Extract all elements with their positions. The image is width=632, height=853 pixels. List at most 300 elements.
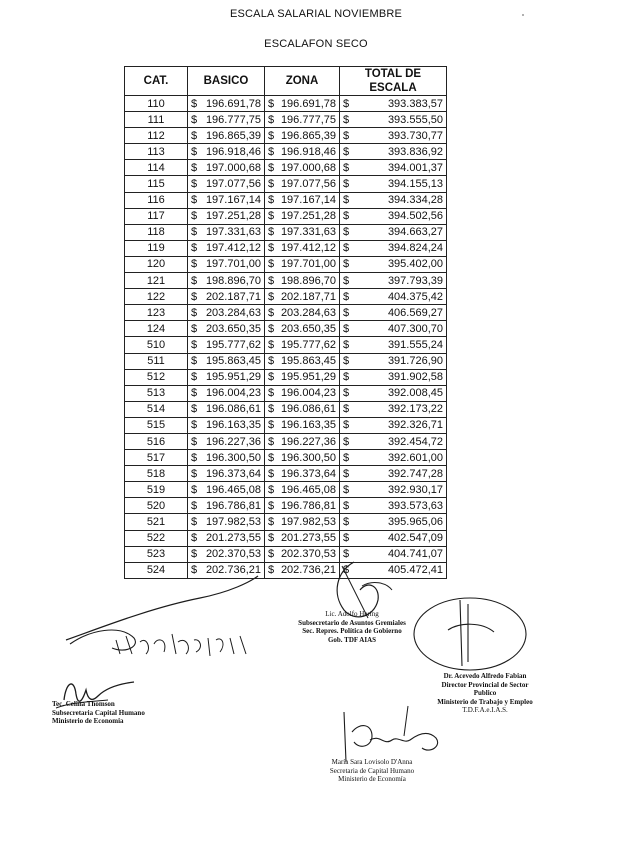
currency-sign: $: [343, 355, 350, 368]
amount-total: 391.726,90: [387, 355, 443, 368]
amount-basico: 203.284,63: [205, 306, 261, 319]
cell-basico: [188, 224, 265, 240]
amount-total: 392.173,22: [387, 403, 443, 416]
amount-basico: 196.300,50: [205, 451, 261, 464]
table-row: [125, 273, 447, 289]
signature-block-acevedo: [430, 672, 540, 715]
table-row: [125, 321, 447, 337]
amount-total: 392.747,28: [387, 467, 443, 480]
amount-total: 394.824,24: [387, 242, 443, 255]
currency-sign: $: [268, 499, 275, 512]
currency-sign: $: [191, 467, 198, 480]
amount-zona: 197.167,14: [280, 194, 336, 207]
currency-sign: $: [191, 548, 198, 561]
cell-total: [340, 450, 447, 466]
amount-zona: 195.777,62: [280, 338, 336, 351]
cell-zona: [265, 144, 340, 160]
amount-basico: 196.163,35: [205, 419, 261, 432]
cell-total: [340, 433, 447, 449]
currency-sign: $: [268, 564, 275, 577]
cell-total: [340, 305, 447, 321]
amount-total: 391.555,24: [387, 338, 443, 351]
amount-zona: 196.004,23: [280, 387, 336, 400]
cell-total: [340, 514, 447, 530]
currency-sign: $: [268, 306, 275, 319]
signature-scribble-left: [60, 568, 270, 678]
cell-total: [340, 289, 447, 305]
cell-basico: [188, 240, 265, 256]
cell-zona: [265, 112, 340, 128]
cell-basico: [188, 433, 265, 449]
amount-total: 393.836,92: [387, 145, 443, 158]
currency-sign: $: [268, 548, 275, 561]
amount-basico: 196.004,23: [205, 387, 261, 400]
currency-sign: $: [191, 274, 198, 287]
cell-cat: 121: [125, 273, 188, 289]
currency-sign: $: [191, 532, 198, 545]
currency-sign: $: [268, 515, 275, 528]
table-row: [125, 208, 447, 224]
table-row: [125, 353, 447, 369]
cell-total: [340, 240, 447, 256]
amount-total: 394.001,37: [387, 161, 443, 174]
currency-sign: $: [268, 258, 275, 271]
cell-basico: [188, 273, 265, 289]
cell-total: [340, 466, 447, 482]
currency-sign: $: [268, 274, 275, 287]
cell-cat: 113: [125, 144, 188, 160]
col-header-basico: BASICO: [188, 67, 265, 96]
currency-sign: $: [343, 548, 350, 561]
cell-basico: [188, 160, 265, 176]
cell-cat: 515: [125, 417, 188, 433]
table-row: [125, 385, 447, 401]
amount-zona: 201.273,55: [280, 532, 336, 545]
amount-basico: 195.863,45: [205, 355, 261, 368]
currency-sign: $: [343, 499, 350, 512]
currency-sign: $: [343, 532, 350, 545]
cell-basico: [188, 498, 265, 514]
cell-zona: [265, 321, 340, 337]
currency-sign: $: [191, 403, 198, 416]
currency-sign: $: [343, 467, 350, 480]
cell-zona: [265, 96, 340, 112]
currency-sign: $: [191, 499, 198, 512]
table-row: [125, 256, 447, 272]
cell-zona: [265, 337, 340, 353]
amount-basico: 202.187,71: [205, 290, 261, 303]
signer-org-gremiales: Gob. TDF AIAS: [327, 635, 377, 644]
cell-total: [340, 176, 447, 192]
currency-sign: $: [191, 226, 198, 239]
cell-zona: [265, 401, 340, 417]
amount-total: 393.383,57: [387, 97, 443, 110]
currency-sign: $: [343, 403, 350, 416]
amount-total: 395.965,06: [387, 515, 443, 528]
col-header-zona: ZONA: [265, 67, 340, 96]
amount-zona: 202.736,21: [280, 564, 336, 577]
cell-total: [340, 144, 447, 160]
currency-sign: $: [268, 387, 275, 400]
cell-zona: [265, 224, 340, 240]
amount-total: 393.730,77: [387, 129, 443, 142]
amount-zona: 203.284,63: [280, 306, 336, 319]
signer-place-acevedo: T.D.F.A.e.I.A.S.: [462, 706, 508, 714]
amount-zona: 196.227,36: [280, 435, 336, 448]
cell-total: [340, 530, 447, 546]
cell-basico: [188, 514, 265, 530]
cell-cat: 124: [125, 321, 188, 337]
currency-sign: $: [268, 451, 275, 464]
cell-basico: [188, 417, 265, 433]
cell-cat: 513: [125, 385, 188, 401]
table-row: [125, 369, 447, 385]
cell-total: [340, 273, 447, 289]
currency-sign: $: [191, 564, 198, 577]
currency-sign: $: [268, 226, 275, 239]
cell-zona: [265, 128, 340, 144]
amount-basico: 197.982,53: [205, 515, 261, 528]
cell-cat: 516: [125, 433, 188, 449]
amount-basico: 195.951,29: [205, 371, 261, 384]
cell-basico: [188, 192, 265, 208]
cell-zona: [265, 305, 340, 321]
cell-zona: [265, 289, 340, 305]
amount-total: 392.008,45: [387, 387, 443, 400]
cell-cat: 114: [125, 160, 188, 176]
table-header-row: [125, 67, 447, 96]
currency-sign: $: [268, 129, 275, 142]
cell-cat: 120: [125, 256, 188, 272]
cell-total: [340, 498, 447, 514]
currency-sign: $: [343, 161, 350, 174]
amount-zona: 196.163,35: [280, 419, 336, 432]
cell-basico: [188, 482, 265, 498]
table-row: [125, 433, 447, 449]
currency-sign: $: [268, 419, 275, 432]
currency-sign: $: [343, 322, 350, 335]
cell-basico: [188, 337, 265, 353]
currency-sign: $: [191, 355, 198, 368]
signature-block-thomson: [52, 700, 145, 726]
signer-org-lovisolo: Ministerio de Economía: [338, 775, 406, 783]
signer-name-gremiales: Lic. Adolfo Hering: [325, 610, 379, 618]
cell-cat: 519: [125, 482, 188, 498]
cell-cat: 111: [125, 112, 188, 128]
amount-zona: 203.650,35: [280, 322, 336, 335]
cell-cat: 118: [125, 224, 188, 240]
currency-sign: $: [191, 435, 198, 448]
amount-basico: 198.896,70: [205, 274, 261, 287]
currency-sign: $: [268, 483, 275, 496]
cell-cat: 110: [125, 96, 188, 112]
currency-sign: $: [191, 306, 198, 319]
currency-sign: $: [191, 210, 198, 223]
cell-cat: 517: [125, 450, 188, 466]
currency-sign: $: [268, 113, 275, 126]
amount-basico: 196.691,78: [205, 97, 261, 110]
currency-sign: $: [343, 129, 350, 142]
currency-sign: $: [343, 145, 350, 158]
amount-total: 404.375,42: [387, 290, 443, 303]
cell-cat: 115: [125, 176, 188, 192]
currency-sign: $: [268, 161, 275, 174]
cell-total: [340, 385, 447, 401]
cell-zona: [265, 450, 340, 466]
signer-role-thomson: Subsecretaria Capital Humano: [52, 708, 145, 717]
amount-zona: 196.300,50: [280, 451, 336, 464]
currency-sign: $: [343, 194, 350, 207]
cell-zona: [265, 433, 340, 449]
cell-basico: [188, 353, 265, 369]
cell-cat: 522: [125, 530, 188, 546]
cell-zona: [265, 385, 340, 401]
amount-basico: 196.227,36: [205, 435, 261, 448]
signature-block-lovisolo: [314, 758, 430, 784]
table-row: [125, 514, 447, 530]
amount-basico: 196.865,39: [205, 129, 261, 142]
amount-zona: 196.691,78: [280, 97, 336, 110]
col-header-total: TOTAL DE ESCALA: [340, 67, 447, 96]
signer-role-acevedo: Director Provincial de Sector Publico: [441, 680, 529, 697]
cell-zona: [265, 273, 340, 289]
currency-sign: $: [343, 371, 350, 384]
salary-table: [124, 66, 447, 579]
amount-zona: 196.865,39: [280, 129, 336, 142]
cell-cat: 511: [125, 353, 188, 369]
cell-zona: [265, 466, 340, 482]
amount-total: 393.555,50: [387, 113, 443, 126]
cell-total: [340, 417, 447, 433]
currency-sign: $: [268, 97, 275, 110]
cell-cat: 119: [125, 240, 188, 256]
signer-org-thomson: Ministerio de Economia: [52, 717, 124, 725]
cell-basico: [188, 256, 265, 272]
cell-basico: [188, 176, 265, 192]
currency-sign: $: [343, 274, 350, 287]
cell-cat: 524: [125, 562, 188, 578]
table-row: [125, 128, 447, 144]
col-header-cat: CAT.: [125, 67, 188, 96]
amount-basico: 195.777,62: [205, 338, 261, 351]
cell-total: [340, 321, 447, 337]
amount-zona: 196.786,81: [280, 499, 336, 512]
currency-sign: $: [191, 290, 198, 303]
signer-org-acevedo: Ministerio de Trabajo y Empleo: [437, 697, 533, 706]
cell-basico: [188, 385, 265, 401]
amount-total: 404.741,07: [387, 548, 443, 561]
cell-total: [340, 112, 447, 128]
currency-sign: $: [343, 419, 350, 432]
amount-zona: 197.701,00: [280, 258, 336, 271]
amount-zona: 196.918,46: [280, 145, 336, 158]
cell-total: [340, 160, 447, 176]
currency-sign: $: [268, 145, 275, 158]
table-row: [125, 498, 447, 514]
table-row: [125, 289, 447, 305]
amount-total: 392.454,72: [387, 435, 443, 448]
cell-total: [340, 96, 447, 112]
cell-cat: 117: [125, 208, 188, 224]
currency-sign: $: [268, 355, 275, 368]
amount-basico: 197.412,12: [205, 242, 261, 255]
currency-sign: $: [343, 113, 350, 126]
cell-zona: [265, 482, 340, 498]
table-row: [125, 144, 447, 160]
cell-basico: [188, 321, 265, 337]
cell-cat: 520: [125, 498, 188, 514]
currency-sign: $: [191, 258, 198, 271]
amount-zona: 197.251,28: [280, 210, 336, 223]
table-row: [125, 160, 447, 176]
amount-total: 392.930,17: [387, 483, 443, 496]
cell-zona: [265, 498, 340, 514]
cell-basico: [188, 450, 265, 466]
amount-zona: 197.000,68: [280, 161, 336, 174]
currency-sign: $: [191, 338, 198, 351]
cell-basico: [188, 144, 265, 160]
amount-zona: 197.077,56: [280, 178, 336, 191]
currency-sign: $: [191, 129, 198, 142]
cell-cat: 112: [125, 128, 188, 144]
cell-total: [340, 192, 447, 208]
currency-sign: $: [268, 435, 275, 448]
cell-basico: [188, 112, 265, 128]
table-row: [125, 417, 447, 433]
amount-total: 397.793,39: [387, 274, 443, 287]
cell-total: [340, 369, 447, 385]
currency-sign: $: [268, 290, 275, 303]
currency-sign: $: [191, 371, 198, 384]
cell-total: [340, 337, 447, 353]
table-row: [125, 176, 447, 192]
currency-sign: $: [191, 322, 198, 335]
signer-role-lovisolo: Secretaria de Capital Humano: [329, 766, 415, 775]
currency-sign: $: [343, 210, 350, 223]
amount-zona: 202.187,71: [280, 290, 336, 303]
amount-total: 406.569,27: [387, 306, 443, 319]
amount-basico: 196.086,61: [205, 403, 261, 416]
signature-acevedo-mark: [408, 590, 538, 680]
amount-zona: 196.465,08: [280, 483, 336, 496]
cell-cat: 523: [125, 546, 188, 562]
table-row: [125, 337, 447, 353]
currency-sign: $: [343, 290, 350, 303]
amount-zona: 196.373,64: [280, 467, 336, 480]
cell-basico: [188, 369, 265, 385]
cell-basico: [188, 546, 265, 562]
cell-cat: 116: [125, 192, 188, 208]
currency-sign: $: [268, 178, 275, 191]
currency-sign: $: [191, 242, 198, 255]
cell-basico: [188, 289, 265, 305]
cell-basico: [188, 530, 265, 546]
cell-cat: 518: [125, 466, 188, 482]
table-row: [125, 112, 447, 128]
currency-sign: $: [343, 435, 350, 448]
amount-basico: 196.918,46: [205, 145, 261, 158]
currency-sign: $: [343, 451, 350, 464]
cell-cat: 510: [125, 337, 188, 353]
currency-sign: $: [268, 322, 275, 335]
table-row: [125, 305, 447, 321]
document-subtitle: ESCALAFON SECO: [264, 38, 368, 50]
currency-sign: $: [343, 483, 350, 496]
cell-cat: 122: [125, 289, 188, 305]
currency-sign: $: [191, 161, 198, 174]
amount-zona: 197.331,63: [280, 226, 336, 239]
table-row: [125, 466, 447, 482]
table-row: [125, 240, 447, 256]
amount-zona: 198.896,70: [280, 274, 336, 287]
currency-sign: $: [191, 483, 198, 496]
table-row: [125, 450, 447, 466]
cell-zona: [265, 192, 340, 208]
signer-name-lovisolo: María Sara Lovisolo D'Anna: [331, 758, 413, 766]
amount-total: 391.902,58: [387, 371, 443, 384]
currency-sign: $: [191, 419, 198, 432]
cell-basico: [188, 128, 265, 144]
cell-total: [340, 401, 447, 417]
table-row: [125, 224, 447, 240]
amount-zona: 202.370,53: [280, 548, 336, 561]
amount-basico: 202.370,53: [205, 548, 261, 561]
amount-total: 392.326,71: [387, 419, 443, 432]
amount-basico: 203.650,35: [205, 322, 261, 335]
cell-total: [340, 128, 447, 144]
table-row: [125, 96, 447, 112]
amount-total: 392.601,00: [387, 451, 443, 464]
amount-basico: 196.777,75: [205, 113, 261, 126]
cell-zona: [265, 176, 340, 192]
amount-zona: 197.982,53: [280, 515, 336, 528]
signer-name-thomson: Tec. Celina Thomson: [52, 700, 115, 708]
table-body: [125, 96, 447, 579]
currency-sign: $: [191, 97, 198, 110]
cell-total: [340, 256, 447, 272]
currency-sign: $: [268, 532, 275, 545]
currency-sign: $: [191, 387, 198, 400]
currency-sign: $: [343, 178, 350, 191]
currency-sign: $: [191, 515, 198, 528]
currency-sign: $: [343, 242, 350, 255]
amount-zona: 196.086,61: [280, 403, 336, 416]
currency-sign: $: [191, 178, 198, 191]
table-row: [125, 530, 447, 546]
amount-zona: 195.951,29: [280, 371, 336, 384]
currency-sign: $: [343, 226, 350, 239]
amount-total: 405.472,41: [387, 564, 443, 577]
currency-sign: $: [343, 387, 350, 400]
currency-sign: $: [268, 210, 275, 223]
table-row: [125, 482, 447, 498]
amount-basico: 202.736,21: [205, 564, 261, 577]
currency-sign: $: [268, 371, 275, 384]
currency-sign: $: [268, 242, 275, 255]
currency-sign: $: [343, 306, 350, 319]
signer-name-acevedo: Dr. Acevedo Alfredo Fabian: [443, 672, 527, 680]
amount-total: 394.334,28: [387, 194, 443, 207]
document-title: ESCALA SALARIAL NOVIEMBRE: [229, 8, 403, 20]
amount-basico: 201.273,55: [205, 532, 261, 545]
table-row: [125, 192, 447, 208]
amount-total: 402.547,09: [387, 532, 443, 545]
cell-cat: 514: [125, 401, 188, 417]
cell-zona: [265, 208, 340, 224]
currency-sign: $: [343, 258, 350, 271]
cell-cat: 521: [125, 514, 188, 530]
cell-zona: [265, 160, 340, 176]
